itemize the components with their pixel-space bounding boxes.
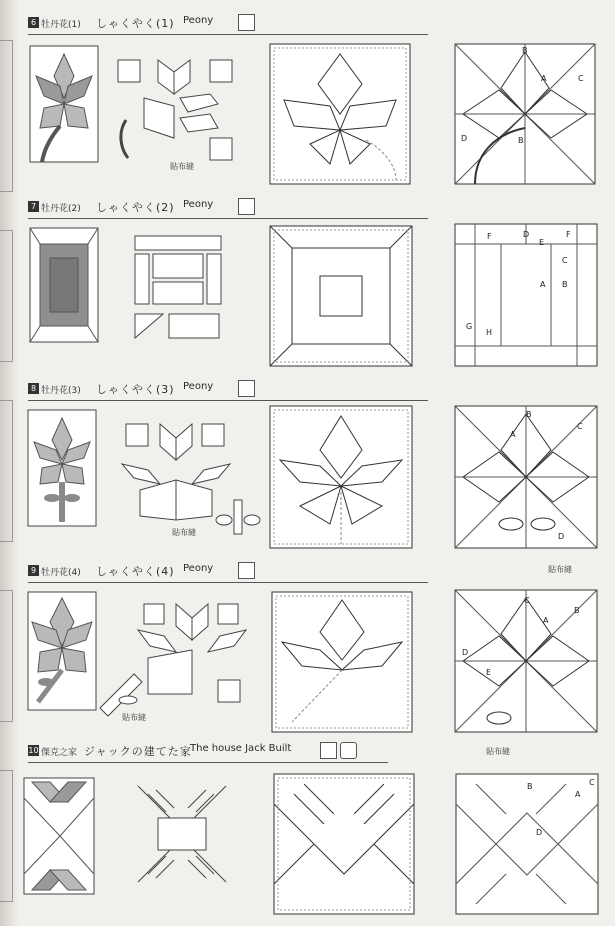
piece-label: E — [486, 668, 492, 677]
section-header — [28, 198, 428, 219]
piece-label: B — [574, 606, 580, 615]
construction-diagram — [455, 224, 597, 366]
construction-diagram — [455, 406, 597, 548]
construction-diagram — [455, 44, 595, 184]
piece-label: B — [522, 46, 528, 55]
piece-label: B — [562, 280, 568, 289]
spine-fragment — [0, 400, 13, 542]
exploded-pieces — [120, 420, 265, 540]
section-number: 9 — [28, 565, 39, 576]
spine-fragment — [0, 230, 13, 362]
piece-label: A — [575, 790, 581, 799]
tree-icon — [238, 14, 255, 31]
piece-label: A — [541, 74, 547, 83]
tree-icon — [238, 198, 255, 215]
applique-note: 貼布縫 — [170, 162, 194, 171]
piece-label: C — [524, 596, 530, 605]
piece-label: E — [539, 238, 545, 247]
piece-label: G — [466, 322, 473, 331]
house-icon — [320, 742, 337, 759]
piece-label: B — [518, 136, 524, 145]
section-number: 6 — [28, 17, 39, 28]
tree-icon — [238, 380, 255, 397]
applique-note: 貼布縫 — [172, 528, 196, 537]
piece-label: D — [536, 828, 543, 837]
piece-label: B — [526, 410, 532, 419]
exploded-pieces — [128, 784, 238, 884]
section-header — [28, 742, 388, 763]
exploded-pieces — [98, 600, 248, 720]
quilting-block — [274, 774, 414, 914]
piece-label: D — [523, 230, 530, 239]
section-title-en: Peony — [183, 199, 214, 210]
section-category: 牡丹花(4) — [41, 568, 81, 578]
shaded-block — [28, 410, 98, 528]
section-title-en: The house Jack Built — [190, 743, 292, 754]
shaded-block — [30, 228, 100, 344]
girl-face-icon — [340, 742, 357, 759]
section-title-jp: しゃくやく(1) — [96, 17, 175, 30]
section-title-jp: ジャックの建てた家 — [84, 745, 192, 758]
piece-label: F — [566, 230, 571, 239]
section-category: 傑克之家 — [41, 748, 78, 758]
section-number: 7 — [28, 201, 39, 212]
quilting-block — [270, 406, 412, 548]
tree-icon — [238, 562, 255, 579]
section-header — [28, 14, 428, 35]
section-title-jp: しゃくやく(3) — [96, 383, 175, 396]
spine-fragment — [0, 770, 13, 902]
shaded-block — [24, 778, 96, 896]
applique-note: 貼布縫 — [122, 713, 146, 722]
quilting-block — [272, 592, 412, 732]
quilting-block — [270, 226, 412, 366]
section-category: 牡丹花(2) — [41, 204, 81, 214]
piece-label: C — [562, 256, 568, 265]
spine-fragment — [0, 40, 13, 192]
section-header — [28, 380, 428, 401]
section-title-en: Peony — [183, 15, 214, 26]
section-title-jp: しゃくやく(4) — [96, 565, 175, 578]
piece-label: D — [462, 648, 469, 657]
piece-label: C — [589, 778, 595, 787]
section-title-en: Peony — [183, 563, 214, 574]
piece-label: A — [543, 616, 549, 625]
section-number: 8 — [28, 383, 39, 394]
shaded-block — [30, 46, 100, 164]
section-header — [28, 562, 428, 583]
piece-label: F — [487, 232, 492, 241]
shaded-block — [28, 592, 98, 712]
section-category: 牡丹花(3) — [41, 386, 81, 396]
applique-note: 貼布縫 — [486, 747, 510, 756]
piece-label: A — [540, 280, 546, 289]
piece-label: B — [527, 782, 533, 791]
section-title-en: Peony — [183, 381, 214, 392]
piece-label: C — [578, 74, 584, 83]
piece-label: D — [558, 532, 565, 541]
piece-label: C — [577, 422, 583, 431]
applique-note: 貼布縫 — [548, 565, 572, 574]
quilting-block — [270, 44, 410, 184]
spine-fragment — [0, 590, 13, 722]
section-number: 10 — [28, 746, 39, 755]
piece-label: H — [486, 328, 493, 337]
book-spine — [0, 0, 20, 926]
section-title-jp: しゃくやく(2) — [96, 201, 175, 214]
exploded-pieces — [133, 234, 223, 344]
exploded-pieces — [118, 58, 238, 168]
section-category: 牡丹花(1) — [41, 20, 81, 30]
piece-label: A — [510, 430, 516, 439]
piece-label: D — [461, 134, 468, 143]
